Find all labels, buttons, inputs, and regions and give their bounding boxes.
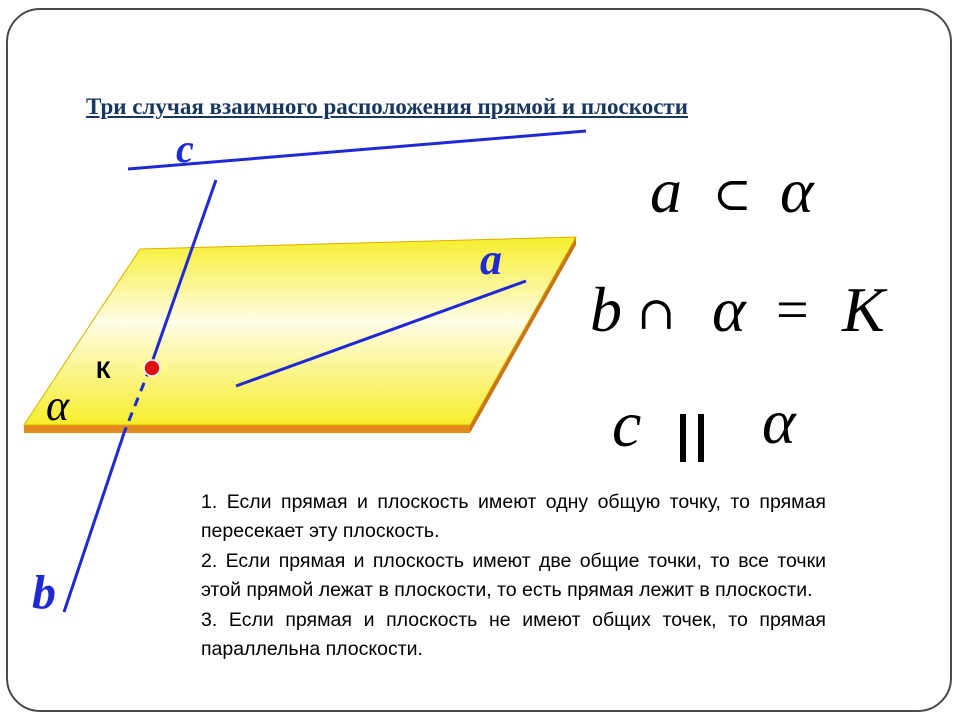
parallel-symbol-bar-2 [698,414,704,462]
label-plane-alpha: α [46,381,70,430]
rules-text [201,488,826,664]
formula-1-subset-symbol: ⊂ [713,167,752,221]
formula-2-result: K [842,274,885,345]
formula-2-middle: α [712,274,746,345]
formula-2-intersection-symbol: ∩ [637,286,676,340]
line-c [128,131,586,169]
formula-1-left: a [650,155,682,226]
line-b-lower [64,433,124,612]
point-k [144,360,160,376]
slide-title: Три случая взаимного расположения прямой и плоскости [86,94,688,119]
formula-2-left: b [590,274,622,345]
parallel-symbol-bar-1 [680,414,686,462]
label-point-k: К [96,357,111,384]
label-line-a: a [480,235,502,284]
rule-2: 2. Если прямая и плоскость имеют две общие точки, то все точки этой прямой лежат в плоскости, то есть прямая лежит в плоскости. [201,550,826,601]
label-line-c: c [176,126,194,171]
formula-2-equals-symbol: = [776,277,809,342]
rule-3: 3. Если прямая и плоскость не имеют общих точек, то прямая параллельна плоскости. [201,609,826,660]
formula-1-right: α [780,155,814,226]
formula-3-right: α [762,386,796,457]
formula-3-left: c [612,388,642,461]
label-line-b: b [32,566,56,619]
rule-1: 1. Если прямая и плоскость имеют одну общую точку, то прямая пересекает эту плоскость. [201,491,826,542]
plane-edge [24,425,470,433]
